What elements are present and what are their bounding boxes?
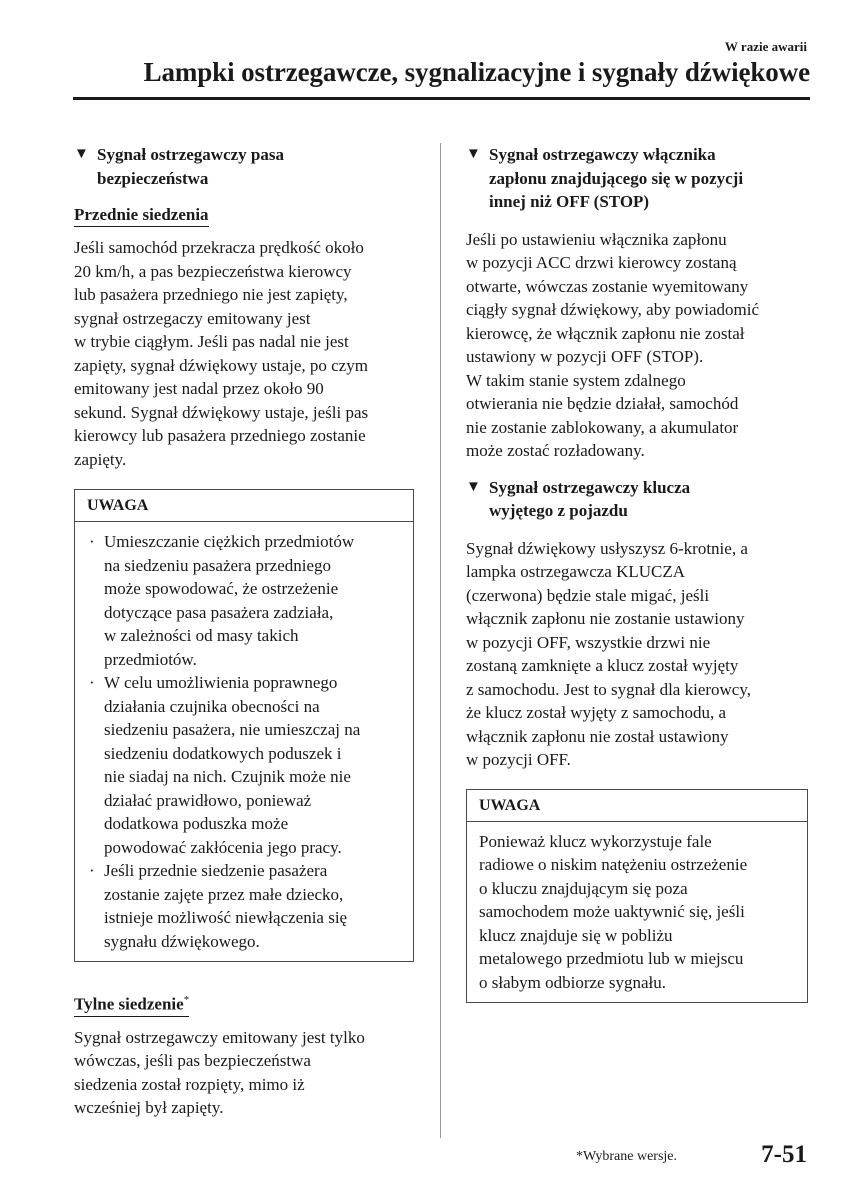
text-line: sekund. Sygnał dźwiękowy ustaje, jeśli pas — [74, 402, 369, 422]
text-line: siedzenia został rozpięty, mimo iż — [74, 1074, 305, 1094]
left-column — [74, 143, 414, 1120]
text-line: w pozycji OFF. — [466, 750, 571, 769]
text-line: metalowego przedmiotu lub w miejscu — [479, 949, 744, 968]
bullet-dot: · — [89, 532, 95, 551]
text-line: otwarte, wówczas zostanie wyemitowany — [466, 276, 749, 296]
text-line: sygnału dźwiękowego. — [104, 931, 260, 951]
heading-line: zapłonu znajdującego się w pozycji — [489, 168, 744, 188]
text-line: wcześniej był zapięty. — [74, 1098, 224, 1118]
text-line: zostanie zajęte przez małe dziecko, — [104, 884, 344, 904]
text-line: zapięty. — [74, 449, 127, 469]
text-line: zostaną zamknięte a klucz został wyjęty — [466, 656, 739, 675]
page-number: 7-51 — [761, 1141, 807, 1168]
text-line: W takim stanie system zdalnego — [466, 370, 686, 390]
column-divider — [440, 143, 441, 1138]
bullet-dot: · — [89, 861, 95, 880]
heading-line: Sygnał ostrzegawczy klucza — [489, 477, 691, 497]
text-line: Ponieważ klucz wykorzystuje fale — [479, 831, 712, 851]
text-line: nie siadaj na nich. Czujnik może nie — [104, 767, 351, 786]
text-line: powodować zakłócenia jego pracy. — [104, 837, 342, 857]
caution-title: UWAGA — [75, 490, 413, 522]
text-line: siedzeniu pasażera, nie umieszczaj na — [104, 720, 361, 739]
text-line: Sygnał ostrzegawczy emitowany jest tylko — [74, 1027, 365, 1047]
triangle-down-icon: ▼ — [466, 146, 481, 162]
text-line: w pozycji ACC drzwi kierowcy zostaną — [466, 253, 737, 272]
text-line: klucz znajduje się w pobliżu — [479, 925, 673, 945]
text-line: lub pasażera przedniego nie jest zapięty, — [74, 285, 348, 304]
text-line: w trybie ciągłym. Jeśli pas nadal nie jest — [74, 332, 349, 351]
text-line: wówczas, jeśli pas bezpieczeństwa — [74, 1051, 311, 1071]
caution-box — [74, 489, 414, 962]
text-line: istnieje możliwość niewłączenia się — [104, 908, 348, 927]
text-line: może spowodować, że ostrzeżenie — [104, 579, 339, 598]
paragraph-rear-seat — [74, 1026, 414, 1120]
bullet-dot: · — [89, 673, 95, 692]
subheading-rear-seat-label: Tylne siedzenie — [74, 994, 184, 1014]
section-label: W razie awarii — [724, 39, 807, 54]
text-line: sygnał ostrzegaczy emitowany jest — [74, 308, 311, 328]
text-line: kierowcy lub pasażera przedniego zostanie — [74, 426, 366, 445]
heading-key-removed-warning — [466, 476, 808, 523]
text-line: ustawiony w pozycji OFF (STOP). — [466, 347, 704, 366]
text-line: dodatkowa poduszka może — [104, 814, 289, 833]
right-column — [466, 143, 808, 1003]
text-line: ciągły sygnał dźwiękowy, aby powiadomić — [466, 300, 760, 319]
text-line: o słabym odbiorze sygnału. — [479, 972, 666, 992]
caution-title: UWAGA — [467, 790, 807, 822]
heading-line: Sygnał ostrzegawczy włącznika — [489, 145, 716, 164]
text-line: Umieszczanie ciężkich przedmiotów — [104, 532, 355, 551]
triangle-down-icon: ▼ — [74, 146, 89, 162]
optional-equipment-mark: * — [183, 994, 190, 1006]
text-line: działania czujnika obecności na — [104, 696, 320, 716]
text-line: o kluczu znajdującym się poza — [479, 878, 688, 898]
caution-body — [75, 522, 413, 961]
text-line: radiowe o niskim natężeniu ostrzeżenie — [479, 855, 748, 874]
text-line: (czerwona) będzie stale migać, jeśli — [466, 585, 710, 605]
text-line: dotyczące pasa pasażera zadziała, — [104, 602, 334, 622]
paragraph-ignition — [466, 228, 808, 463]
footnote: *Wybrane wersje. — [576, 1149, 678, 1164]
caution-box — [466, 789, 808, 1004]
text-line: otwierania nie będzie działał, samochód — [466, 394, 739, 413]
text-line: Jeśli przednie siedzenie pasażera — [104, 861, 328, 880]
text-line: na siedzeniu pasażera przedniego — [104, 555, 332, 575]
page-title: Lampki ostrzegawcze, sygnalizacyjne i sygnały dźwiękowe — [143, 57, 810, 87]
text-line: lampka ostrzegawcza KLUCZA — [466, 562, 686, 581]
heading-seatbelt-warning — [74, 143, 414, 190]
text-line: 20 km/h, a pas bezpieczeństwa kierowcy — [74, 261, 352, 281]
bullet-item — [87, 859, 401, 953]
triangle-down-icon: ▼ — [466, 478, 481, 495]
text-line: w pozycji OFF, wszystkie drzwi nie — [466, 632, 711, 652]
text-line: Jeśli po ustawieniu włącznika zapłonu — [466, 229, 727, 249]
text-line: włącznik zapłonu nie został ustawiony — [466, 726, 729, 746]
bullet-item — [87, 530, 401, 671]
subheading-rear-seat — [74, 989, 189, 1017]
text-line: W celu umożliwienia poprawnego — [104, 673, 338, 692]
heading-line: Sygnał ostrzegawczy pasa — [97, 145, 284, 164]
text-line: zapięty, sygnał dźwiękowy ustaje, po czym — [74, 355, 368, 375]
text-line: kierowcę, że włącznik zapłonu nie został — [466, 323, 745, 343]
text-line: emitowany jest nadal przez około 90 — [74, 379, 324, 398]
text-line: działać prawidłowo, ponieważ — [104, 790, 312, 810]
text-line: że klucz został wyjęty z samochodu, a — [466, 703, 727, 722]
text-line: w zależności od masy takich — [104, 626, 299, 645]
heading-line: bezpieczeństwa — [97, 168, 209, 188]
text-line: włącznik zapłonu nie zostanie ustawiony — [466, 609, 745, 628]
caution-body — [467, 822, 807, 1003]
heading-ignition-warning — [466, 143, 808, 214]
text-line: Sygnał dźwiękowy usłyszysz 6-krotnie, a — [466, 538, 748, 558]
text-line: może zostać rozładowany. — [466, 441, 645, 460]
bullet-item — [87, 671, 401, 859]
heading-line: innej niż OFF (STOP) — [489, 192, 650, 211]
paragraph-front-seats — [74, 236, 414, 471]
text-line: Jeśli samochód przekracza prędkość około — [74, 238, 364, 257]
paragraph-key-removed — [466, 537, 808, 772]
text-line: przedmiotów. — [104, 649, 197, 669]
text-line: nie zostanie zablokowany, a akumulator — [466, 417, 739, 437]
subheading-front-seats: Przednie siedzenia — [74, 204, 209, 227]
text-line: siedzeniu dodatkowych poduszek i — [104, 743, 342, 763]
title-rule — [73, 97, 810, 100]
text-line: z samochodu. Jest to sygnał dla kierowcy, — [466, 679, 751, 699]
text-line: samochodem może uaktywnić się, jeśli — [479, 902, 745, 921]
heading-line: wyjętego z pojazdu — [489, 501, 628, 520]
